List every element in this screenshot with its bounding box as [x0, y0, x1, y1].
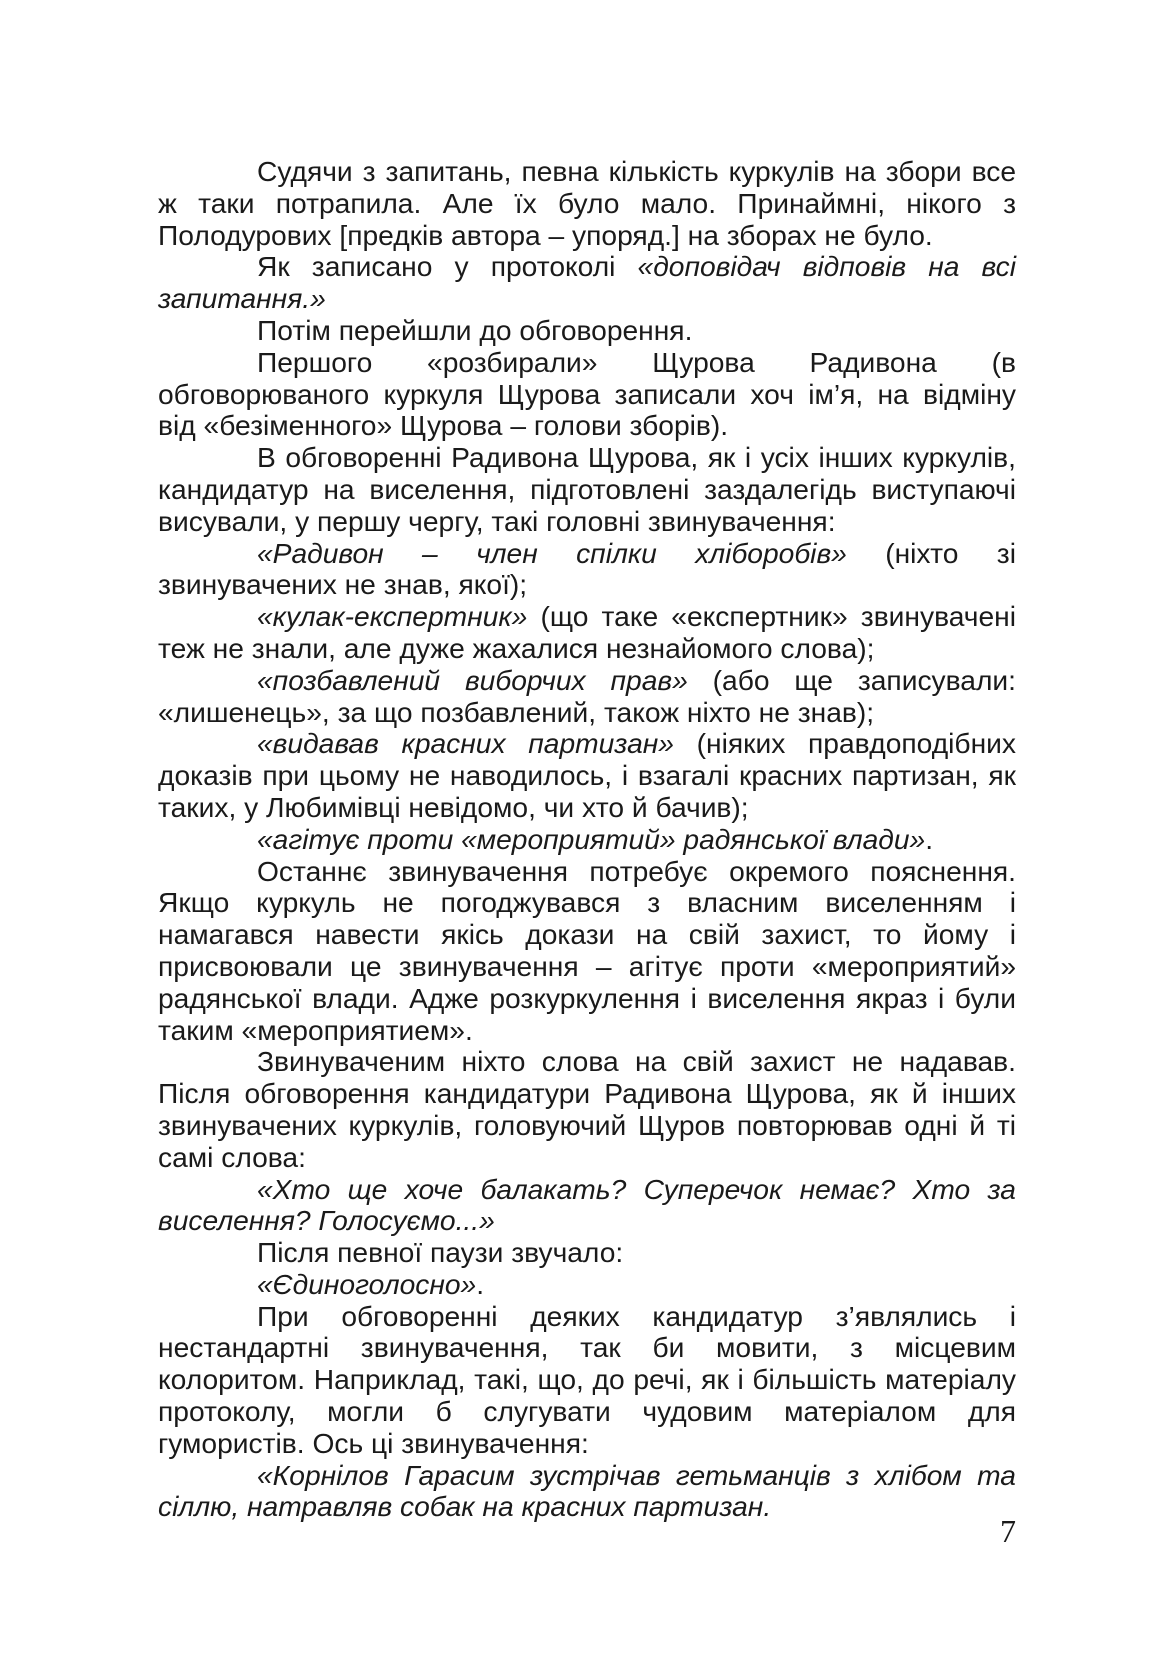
paragraph: При обговоренні деяких кандидатур з’являлись і нестандартні звинувачення, так би мовити, з місцевим колоритом. Наприклад, такі, що, до речі, як і більшість матеріалу протоколу, могли б слугувати чудовим матеріалом для гумористів. Ось ці звинувачення: [158, 1299, 1016, 1459]
paragraph: Потім перейшли до обговорення. [257, 313, 693, 346]
paragraph: «кулак-експертник» (що таке «експертник» звинувачені теж не знали, але дуже жахалися незнайомого слова); [158, 600, 1016, 664]
paragraph: Як записано у протоколі «доповідач відповів на всі запитання.» [158, 250, 1016, 315]
paragraph: «Хто ще хоче балакать? Суперечок немає? Хто за виселення? Голосуємо...» [158, 1172, 1016, 1237]
paragraph: Останнє звинувачення потребує окремого пояснення. Якщо куркуль не погоджувався з власним виселенням і намагався навести якісь докази на свій захист, то йому і присвоювали це звинувачення – агітує проти «мероприятий» радянської влади. Адже розкуркулення і виселення якраз і були таким «мероприятием». [158, 854, 1016, 1046]
page-number: 7 [1000, 1513, 1016, 1549]
paragraph: В обговоренні Радивона Щурова, як і усіх інших куркулів, кандидатур на виселення, підготовлені заздалегідь виступаючі висували, у першу чергу, такі головні звинувачення: [158, 441, 1016, 537]
paragraph: Після певної паузи звучало: [257, 1236, 624, 1269]
paragraph: Першого «розбирали» Щурова Радивона (в обговорюваного куркуля Щурова записали хоч ім’я, на відміну від «безіменного» Щурова – голови зборів). [158, 345, 1016, 442]
paragraph: «агітує проти «мероприятий» радянської влади». [257, 822, 934, 855]
paragraph: Звинуваченим ніхто слова на свій захист не надавав. Після обговорення кандидатури Радивона Щурова, як й інших звинувачених куркулів, головуючий Щуров повторював одні й ті самі слова: [158, 1045, 1016, 1173]
paragraph: «видавав красних партизан» (ніяких правдоподібних доказів при цьому не наводилось, і взагалі красних партизан, як таких, у Любимівці невідомо, чи хто й бачив); [158, 727, 1016, 823]
paragraph: Судячи з запитань, певна кількість куркулів на збори все ж таки потрапила. Але їх було мало. Принаймні, нікого з Полодурових [предків автора – упоряд.] на зборах не було. [158, 155, 1016, 251]
paragraph: «Радивон – член спілки хліборобів» (ніхто зі звинувачених не знав, якої); [158, 536, 1016, 601]
paragraph: «позбавлений виборчих прав» (або ще записували: «лишенець», за що позбавлений, також ніхто не знав); [158, 663, 1016, 728]
paragraph: «Корнілов Гарасим зустрічав гетьманців з хлібом та сіллю, натравляв собак на красних партизан. [158, 1458, 1016, 1523]
body-text [158, 156, 1016, 1523]
paragraph: «Єдиноголосно». [257, 1267, 485, 1300]
